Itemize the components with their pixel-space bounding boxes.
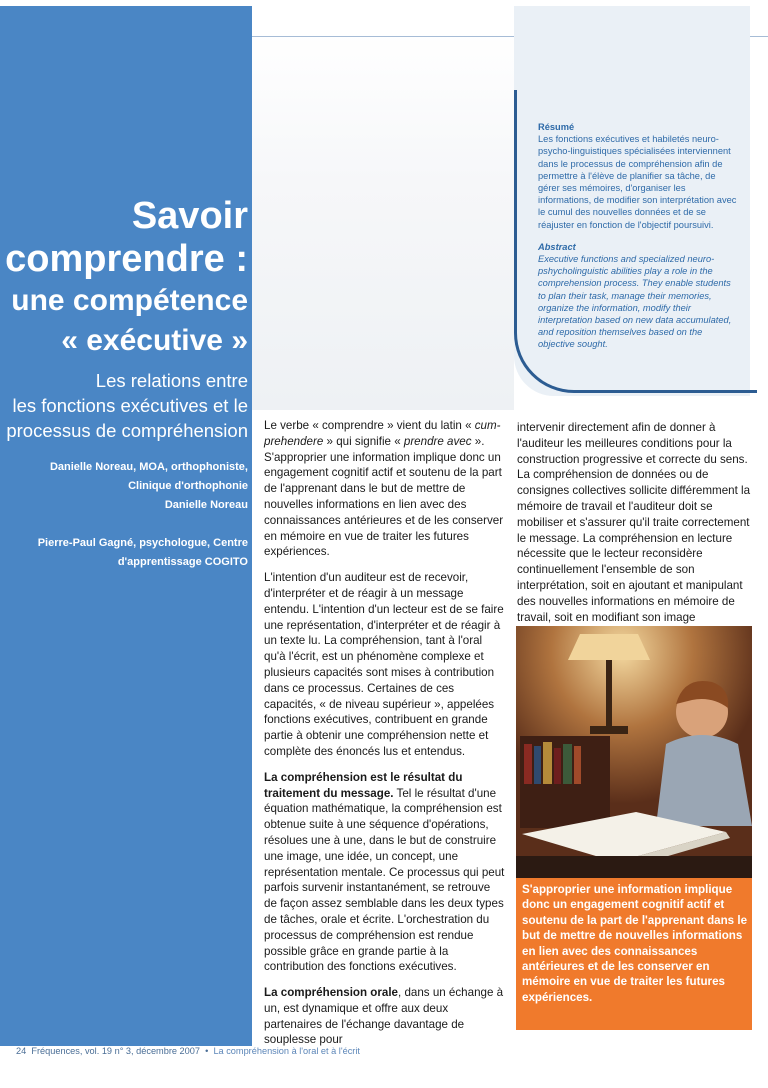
journal-citation: Fréquences, vol. 19 n° 3, décembre 2007 bbox=[31, 1046, 200, 1056]
summary-content bbox=[538, 121, 738, 361]
body-column-1 bbox=[264, 418, 506, 1058]
resume-heading: Résumé bbox=[538, 122, 575, 132]
author-2 bbox=[0, 534, 248, 572]
p3-heading: La compréhension est le résultat du traitement du message. bbox=[264, 770, 463, 800]
photo-child-studying bbox=[516, 626, 752, 880]
photo-illustration bbox=[516, 626, 752, 880]
resume-text: Les fonctions exécutives et habiletés neuro-psycho-linguistiques spécialisées interviennent dans le processus de compréhension afin de permettre à l'élève de planifier sa tâche, de gérer ses mémoires, d'organiser les informations, de modifier son interprétation avec le cumul des nouvelles données et de se réajuster en fonction de l'objectif poursuivi. bbox=[538, 134, 737, 230]
p1-part-b: » qui signifie « bbox=[323, 434, 404, 448]
paragraph-3 bbox=[264, 770, 506, 975]
page-number: 24 bbox=[16, 1046, 27, 1056]
issue-topic: La compréhension à l'oral et à l'écrit bbox=[213, 1046, 360, 1056]
abstract-text: Executive functions and specialized neuro-pshycholinguistic abilities play a role in the comprehension process. They enable students to plan their task, manage their memories, organize the information, modify their interpretation based on new data accumulated, and reposition themselves based on the objective sought. bbox=[538, 254, 732, 350]
author-2-line-1: Pierre-Paul Gagné, psychologue, Centre bbox=[37, 537, 248, 549]
author-2-line-2: d'apprentissage COGITO bbox=[117, 556, 248, 568]
p1-latin-term: cum-prehendere bbox=[264, 419, 501, 448]
title-line-4: « exécutive » bbox=[61, 324, 248, 357]
pull-quote: S'approprier une information implique donc un engagement cognitif actif et soutenu de la part de l'apprenant dans le but de mettre de nouvelles informations en lien avec des connaissances antérieures et de les conserver en mémoire en vue de traiter les futures expériences. bbox=[522, 883, 748, 1004]
p1-meaning: prendre avec bbox=[403, 434, 472, 448]
subtitle-line-1: Les relations entre bbox=[95, 370, 248, 391]
paragraph-2: L'intention d'un auditeur est de recevoir, d'interpréter et de réagir à un message entendu. L'intention d'un lecteur est de se faire une représentation, d'interpréter et de réagir à un texte lu. La compréhension, tant à l'oral qu'à l'écrit, est un phénomène complexe et plusieurs capacités sont mises à contribution dans ce processus. Certaines de ces capacités, « de niveau supérieur », appelées fonctions exécutives, contribuent en grande partie à obtenir une compréhension nette et complète des énoncés lus et entendus. bbox=[264, 571, 504, 758]
p4-text: , dans un échange à un, est dynamique et offre aux deux partenaires de l'échange davantage de souplesse pour bbox=[264, 986, 504, 1047]
title-line-2: comprendre : bbox=[5, 238, 248, 280]
subtitle-line-2: les fonctions exécutives et le bbox=[12, 395, 248, 416]
paragraph-continued: intervenir directement afin de donner à l'auditeur les meilleures conditions pour la construction progressive et correcte du sens. La compréhension de données ou de consignes collectives sollicite différemment la mémoire de travail et l'auditeur doit se mobiliser et s'assurer qu'il traite correctement le message. La compréhension en lecture nécessite que le lecteur reconsidère continuellement l'ensemble de son interprétation, soit en ajoutant et manipulant des nouvelles informations en mémoire de travail, soit en modifiant son image bbox=[517, 421, 751, 624]
author-1-line-2: Clinique d'orthophonie bbox=[128, 480, 248, 492]
p1-part-c: ». S'approprier une information implique donc un engagement cognitif actif et soutenu de la part de l'apprenant dans le but de mettre de nouvelles informations en lien avec des connaissances antérieures et de les conserver en mémoire en vue de traiter les futures expériences. bbox=[264, 434, 504, 559]
author-1-line-3: Danielle Noreau bbox=[164, 499, 248, 511]
faded-background-area bbox=[252, 30, 514, 410]
author-1-line-1: Danielle Noreau, MOA, orthophoniste, bbox=[49, 461, 248, 473]
p3-text: Tel le résultat d'une équation mathématique, la compréhension est obtenue suite à une séquence d'opérations, résolues une à une, dans le but de construire une image, une idée, un concept, une représentation mentale. Ce processus qui peut parfois survenir instantanément, se retrouve de façon assez semblable dans les deux types de tâches, orale et écrite. L'orchestration du processus de compréhension est rendue possible grâce en grande partie à la contribution des fonctions exécutives. bbox=[264, 786, 505, 974]
abstract-heading: Abstract bbox=[538, 241, 576, 252]
page-footer bbox=[16, 1046, 360, 1056]
p4-heading: La compréhension orale bbox=[264, 986, 399, 1000]
article-title bbox=[5, 195, 248, 361]
title-line-3: une compétence bbox=[11, 284, 248, 317]
paragraph-1 bbox=[264, 418, 506, 560]
footer-separator: • bbox=[205, 1046, 209, 1056]
article-subtitle bbox=[0, 368, 248, 443]
author-1 bbox=[0, 458, 248, 515]
author-block bbox=[0, 458, 248, 591]
paragraph-4 bbox=[264, 985, 506, 1048]
p1-part-a: Le verbe « comprendre » vient du latin « bbox=[264, 419, 475, 432]
body-column-2 bbox=[517, 420, 755, 635]
subtitle-line-3: processus de compréhension bbox=[6, 420, 248, 441]
title-line-1: Savoir bbox=[131, 195, 248, 237]
